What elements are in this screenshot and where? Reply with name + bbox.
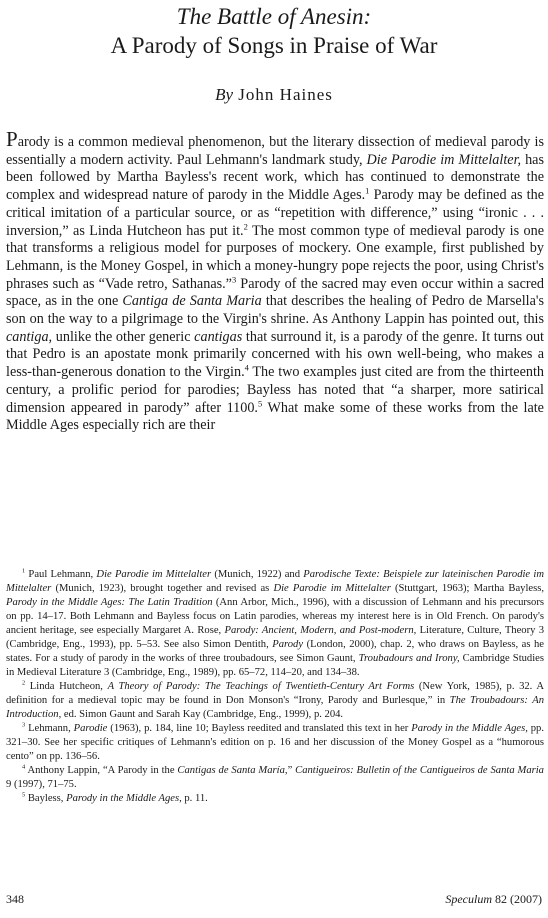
body-text-run: that describes the healing of Pedro de Marsella's son on the way to a pilgrimage to the Virgin's shrine. As Anthony Lappin has pointed out, this	[6, 293, 544, 328]
footnote-ref-5[interactable]: 5	[257, 397, 263, 408]
footnote-number: 3	[22, 721, 26, 729]
footnote-4	[6, 764, 544, 792]
footnote-3	[6, 722, 544, 764]
footnote-title: Die Parodie im Mittelalter	[96, 569, 212, 580]
footnote-title: Cantigas de Santa María,	[177, 765, 288, 776]
footnote-text: (New York, 1985), p. 32. A definition for a medieval topic may be found in Don Monson's “Irony, Parody and Burlesque,” in	[6, 681, 544, 706]
article-title-line2	[0, 31, 548, 61]
page-footer	[6, 892, 542, 912]
work-title: Cantiga de Santa Maria	[122, 293, 262, 310]
body-text-run: Parody may be defined as the critical imitation of a particular source, or as “repetition with difference,” using “ironic . . . inversion,” as Linda Hutcheon has put it.	[6, 187, 544, 239]
footnote-ref-3[interactable]: 3	[231, 273, 237, 284]
title-text-2: A Parody of Songs in Praise of War	[110, 33, 438, 58]
footnote-text: (Munich, 1923), brought together and revised as	[51, 583, 274, 594]
footnote-text: (London, 2000), chap. 2, who draws on Bayless, as he states. For a study of parody in the works of three troubadours, see Simon Gaunt,	[6, 639, 544, 664]
byline-prefix: By	[215, 85, 234, 104]
footnote-text: Linda Hutcheon,	[25, 681, 108, 692]
footnote-title: Parody in the Middle Ages: The Latin Tradition	[6, 597, 213, 608]
footnote-text: Anthony Lappin, “A Parody in the	[25, 765, 178, 776]
footnote-1	[6, 568, 544, 680]
journal-issue: 82 (2007)	[492, 892, 542, 906]
footnote-text: 9 (1997), 71–75.	[6, 779, 77, 790]
article-title-line1	[0, 2, 548, 32]
author-byline	[0, 84, 548, 106]
footnote-text: (Stuttgart, 1963); Martha Bayless,	[390, 583, 544, 594]
footnote-text: ed. Simon Gaunt and Sarah Kay (Cambridge, Eng., 1999), p. 204.	[61, 709, 344, 720]
initial-letter: P	[6, 127, 18, 151]
footnote-title: A Theory of Parody: The Teachings of Twentieth-Century Art Forms	[107, 681, 415, 692]
journal-citation	[445, 892, 542, 907]
footnote-text: Literature, Culture, Theory 3 (Cambridge, Eng., 1993), pp. 5–53. See also Simon Dentith,	[6, 625, 545, 650]
book-title: Die Parodie im Mittelalter,	[366, 151, 522, 168]
footnote-text: p. 11.	[181, 793, 208, 804]
footnote-ref-1[interactable]: 1	[365, 185, 370, 196]
footnote-text: Paul Lehmann,	[25, 569, 97, 580]
footnote-text: (1963), p. 184, line 10; Bayless reedited and translated this text in her	[107, 723, 412, 734]
footnote-title: Cantigueiros: Bulletin of the Cantigueiros de Santa Maria	[295, 765, 544, 776]
footnote-number: 4	[22, 763, 26, 771]
footnote-5	[6, 792, 544, 806]
body-text-run: has been followed by Martha Bayless's recent work, which has continued to demonstrate the complex and widespread nature of parody in the Middle Ages.	[6, 151, 544, 204]
footnote-text: pp. 321–30. See her specific critiques of Lehmann's edition on p. 16 and her discussion of the Money Gospel as a “humorous cento” on pp. 136–56.	[6, 723, 544, 762]
footnote-text: Lehmann,	[25, 723, 74, 734]
footnote-ref-4[interactable]: 4	[244, 362, 249, 373]
body-text-run: arody is a common medieval phenomenon, but the literary dissection of medieval parody is essentially a modern activity. Paul Lehmann's landmark study,	[6, 134, 544, 168]
footnote-ref-2[interactable]: 2	[243, 220, 248, 231]
journal-name: Speculum	[445, 892, 492, 906]
footnote-number: 2	[22, 679, 26, 687]
footnote-title: Parody	[272, 639, 304, 650]
page-number: 348	[6, 892, 24, 906]
footnote-title: Parody in the Middle Ages,	[411, 723, 528, 734]
footnote-number: 1	[22, 567, 26, 575]
footnote-title: The Troubadours: An Introduction,	[6, 695, 544, 720]
body-text-run: What make some of these works from the late Middle Ages especially rich are their	[6, 399, 544, 434]
footnote-title: Parodische Texte: Beispiele zur lateinischen Parodie im Mittelalter	[6, 569, 544, 594]
italic-term: cantiga,	[6, 328, 53, 345]
footnote-text: Cambridge Studies in Medieval Literature 3 (Cambridge, Eng., 1989), pp. 65–72, 114–20, and 134–38.	[6, 653, 544, 678]
footnote-title: Parodie	[73, 723, 108, 734]
body-text-run: The two examples just cited are from the thirteenth century, a prolific period for parodies; Bayless has noted that “a sharper, more satirical dimension appeared in parody” after 1100.	[6, 364, 544, 416]
footnote-title: Parody in the Middle Ages,	[66, 793, 182, 804]
title-text-1: The Battle of Anesin:	[176, 4, 372, 29]
footnote-title: Troubadours and Irony,	[358, 653, 460, 664]
italic-term: cantigas	[194, 328, 243, 345]
body-text-run: that surround it, is a parody of the genre. It turns out that Pedro is an apostate monk primarily concerned with his own well-being, who makes a less-than-generous donation to the Virgin.	[6, 328, 544, 381]
footnote-title: Die Parodie im Mittelalter	[273, 583, 391, 594]
footnote-text: (Munich, 1922) and	[211, 569, 304, 580]
footnotes	[6, 568, 544, 806]
footnote-2	[6, 680, 544, 722]
body-paragraph	[6, 127, 544, 435]
body-text-run: Parody of the sacred may even occur within a sacred space, as in the one	[6, 275, 544, 310]
footnote-number: 5	[22, 791, 26, 799]
body-text-run: unlike the other generic	[52, 328, 195, 345]
footnote-text: (Ann Arbor, Mich., 1996), with a discussion of Lehmann and his precursors on pp. 14–17. Both Lehmann and Bayless focus on Latin parodies, whereas my interest here is in Old French. On parody's ancient heritage, see especially Margaret A. Rose,	[6, 597, 544, 636]
body-text-run: The most common type of medieval parody is one that transforms a religious model for purposes of mockery. One example, first published by Lehmann, is the Money Gospel, in which a money-hungry pope rejects the poor, using Christ's phrases such as “Vade retro, Sathanas.”	[6, 222, 544, 292]
footnote-title: Parody: Ancient, Modern, and Post-modern,	[224, 625, 417, 636]
footnote-text: Bayless,	[25, 793, 67, 804]
footnote-text: ”	[287, 765, 296, 776]
author-name: John Haines	[238, 85, 333, 104]
